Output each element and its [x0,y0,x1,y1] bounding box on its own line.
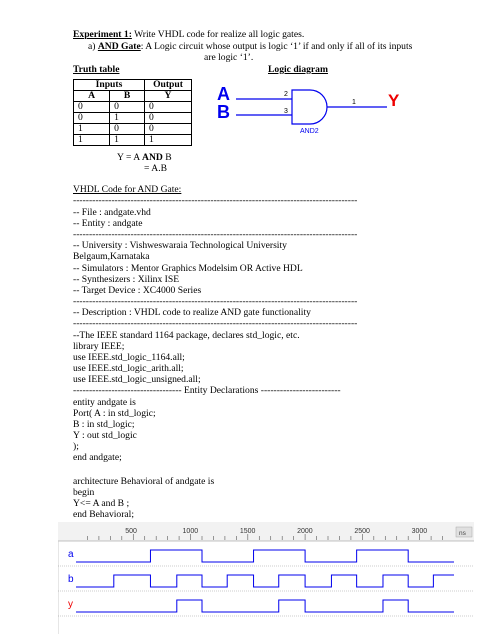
and-gate-label: AND Gate [97,41,141,52]
code-line: library IEEE; [73,341,125,352]
code-line: end andgate; [73,452,122,463]
waveform-panel [58,522,474,634]
code-line: entity andgate is [73,397,136,408]
table-row: 0 0 0 [74,102,192,113]
input-b-label: B [217,102,230,122]
time-unit: ns [459,530,466,537]
ruler-tick-label: 2000 [297,528,313,535]
code-line: -- Description : VHDL code to realize AND gate functionality [73,307,311,318]
code-line: Y<= A and B ; [73,498,130,509]
separator: ----------------------------------------------------------------------------------------- [73,229,358,240]
code-line: --The IEEE standard 1164 package, declares std_logic, etc. [73,330,300,341]
experiment-title: Write VHDL code for realize all logic gates. [131,29,305,40]
equation-line1: Y = A AND B [117,152,172,163]
input-a-label: A [217,84,230,104]
separator: ----------------------------------------------------------------------------------------- [73,318,358,329]
code-line: use IEEE.std_logic_unsigned.all; [73,374,201,385]
output-y-label: Y [388,91,400,110]
code-line: use IEEE.std_logic_arith.all; [73,363,184,374]
code-line: -- Entity : andgate [73,218,143,229]
ruler-tick-label: 500 [125,528,137,535]
inputs-header: Inputs [74,80,145,91]
pin-b-label: 3 [284,108,288,115]
col-a-header: A [74,91,110,102]
code-line: architecture Behavioral of andgate is [73,476,215,487]
code-line: use IEEE.std_logic_1164.all; [73,352,185,363]
code-line: -- Simulators : Mentor Graphics Modelsim OR Active HDL [73,263,303,274]
signal-y-label[interactable]: y [68,599,73,610]
col-b-header: B [110,91,145,102]
code-line: end Behavioral; [73,509,135,520]
code-title: VHDL Code for AND Gate: [73,184,182,195]
ruler-tick-label: 2500 [354,528,370,535]
logic-diagram-title: Logic diagram [268,64,328,75]
equation-line2: = A.B [144,163,168,174]
experiment-heading [73,29,304,40]
ruler-tick-label: 3000 [411,528,428,535]
signal-b-label[interactable]: b [68,574,74,585]
code-line: begin [73,487,95,498]
code-line: B : in std_logic; [73,419,135,430]
separator: ----------------------------------------------------------------------------------------- [73,296,358,307]
output-header: Output [145,80,192,91]
pin-out-label: 1 [352,99,356,106]
code-line: -- Synthesizers : Xilinx ISE [73,274,180,285]
code-line: Port( A : in std_logic; [73,408,156,419]
code-line: -- University : Vishweswaraia Technological University [73,240,287,251]
col-y-header: Y [145,91,192,102]
code-line: -- File : andgate.vhd [73,207,151,218]
ruler-tick-label: 1500 [239,528,256,535]
table-row: 0 1 0 [74,113,192,124]
ruler-tick-label: 1000 [182,528,199,535]
experiment-label: Experiment 1: [73,29,132,40]
separator: ----------------------------------------------------------------------------------------- [73,195,358,206]
item-a-line2: are logic ‘1’. [204,52,254,63]
code-line: ---------------------------------- Entity Declarations ------------------------- [73,385,341,396]
table-row: 1 0 0 [74,124,192,135]
gate-label: AND2 [300,128,319,135]
truth-table [73,79,192,146]
table-row: 1 1 1 [74,135,192,146]
code-line: Belgaum,Karnataka [73,251,150,262]
truth-table-title: Truth table [73,64,120,75]
code-line: -- Target Device : XC4000 Series [73,285,202,296]
signal-a-label[interactable]: a [68,549,74,560]
code-line: ); [73,441,79,452]
and-gate-diagram [200,82,420,140]
pin-a-label: 2 [284,91,288,98]
item-a-line1: a) AND Gate: A Logic circuit whose output is logic ‘1’ if and only if all of its inputs [88,41,413,52]
and-gate-icon [292,90,327,124]
code-line: Y : out std_logic [73,430,137,441]
